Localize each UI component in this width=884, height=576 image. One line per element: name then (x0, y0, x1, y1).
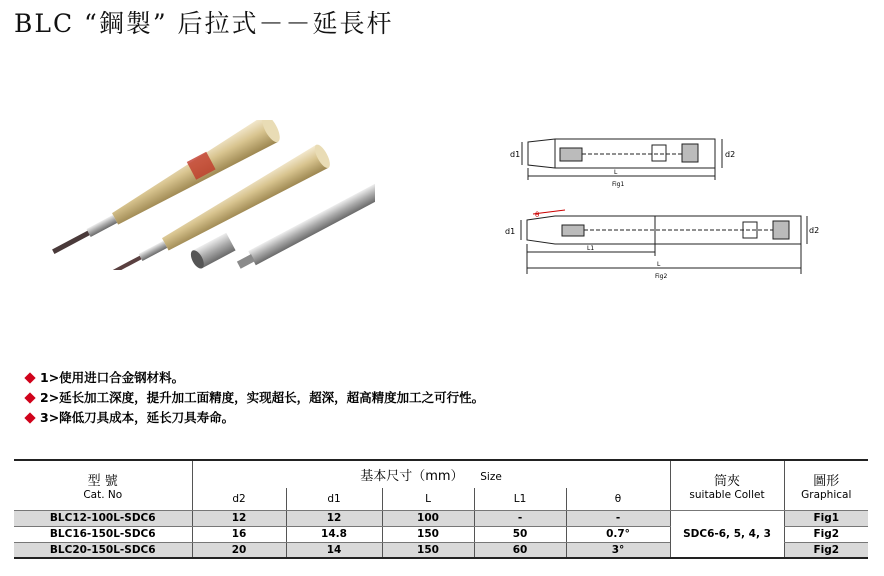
fig2-l1-label: L1 (587, 245, 595, 252)
col-header-d2: d2 (192, 488, 286, 510)
col-header-l: L (382, 488, 474, 510)
page-title: BLC “鋼製” 后拉式－－延長杆 (14, 9, 394, 38)
feature-text: 2>延长加工深度，提升加工面精度，实现超长，超深，超高精度加工之可行性。 (40, 390, 485, 405)
cell-theta: 0.7° (566, 526, 670, 542)
size-header-en: Size (480, 471, 502, 483)
spec-table (14, 459, 868, 559)
product-photo (45, 120, 375, 270)
cell-l1: - (474, 510, 566, 526)
size-header (192, 460, 670, 488)
cell-d2: 12 (192, 510, 286, 526)
model-header-cn: 型 號 (87, 473, 118, 489)
fig2-d1-label: d1 (505, 227, 516, 236)
technical-drawing-fig1 (510, 130, 750, 192)
cell-model: BLC12-100L-SDC6 (14, 510, 192, 526)
cell-d1: 12 (286, 510, 382, 526)
cell-l: 150 (382, 526, 474, 542)
cell-d1: 14.8 (286, 526, 382, 542)
fig2-d2-label: d2 (809, 226, 820, 235)
fig1-d2-label: d2 (725, 150, 736, 159)
collet-header-en: suitable Collet (689, 488, 765, 501)
cell-fig: Fig1 (784, 510, 868, 526)
fig1-d1-label: d1 (510, 150, 521, 159)
cell-l1: 50 (474, 526, 566, 542)
feature-text: 1>使用进口合金钢材料。 (40, 370, 185, 385)
cell-theta: 3° (566, 542, 670, 558)
cell-fig: Fig2 (784, 526, 868, 542)
feature-list (24, 368, 484, 428)
cell-fig: Fig2 (784, 542, 868, 558)
collet-header (670, 460, 784, 510)
cell-model: BLC16-150L-SDC6 (14, 526, 192, 542)
fig1-l-label: L (614, 169, 618, 176)
cell-model: BLC20-150L-SDC6 (14, 542, 192, 558)
feature-item (24, 408, 484, 428)
graph-header-cn: 圖形 (813, 473, 840, 489)
model-header-en: Cat. No (83, 488, 123, 501)
red-diamond-icon (24, 372, 35, 383)
model-header (14, 460, 192, 510)
fig2-l-label: L (657, 261, 661, 268)
cell-d2: 16 (192, 526, 286, 542)
cell-l: 150 (382, 542, 474, 558)
fig1-caption: Fig1 (612, 181, 625, 188)
cell-d1: 14 (286, 542, 382, 558)
col-header-l1: L1 (474, 488, 566, 510)
red-diamond-icon (24, 412, 35, 423)
cell-l1: 60 (474, 542, 566, 558)
fig2-caption: Fig2 (655, 273, 668, 280)
col-header-d1: d1 (286, 488, 382, 510)
cell-d2: 20 (192, 542, 286, 558)
table-row (14, 510, 868, 526)
technical-drawing-fig2 (505, 206, 827, 280)
feature-item (24, 388, 484, 408)
feature-item (24, 368, 484, 388)
collet (188, 233, 235, 270)
graph-header-en: Graphical (801, 488, 852, 501)
col-header-theta: θ (566, 488, 670, 510)
graph-header (784, 460, 868, 510)
size-header-cn: 基本尺寸（mm） (360, 469, 464, 484)
cell-theta: - (566, 510, 670, 526)
red-diamond-icon (24, 392, 35, 403)
cell-collet: SDC6-6, 5, 4, 3 (670, 510, 784, 558)
feature-text: 3>降低刀具成本，延长刀具寿命。 (40, 410, 235, 425)
collet-header-cn: 筒夾 (713, 473, 740, 489)
fig2-theta-label: θ (535, 211, 540, 219)
cell-l: 100 (382, 510, 474, 526)
